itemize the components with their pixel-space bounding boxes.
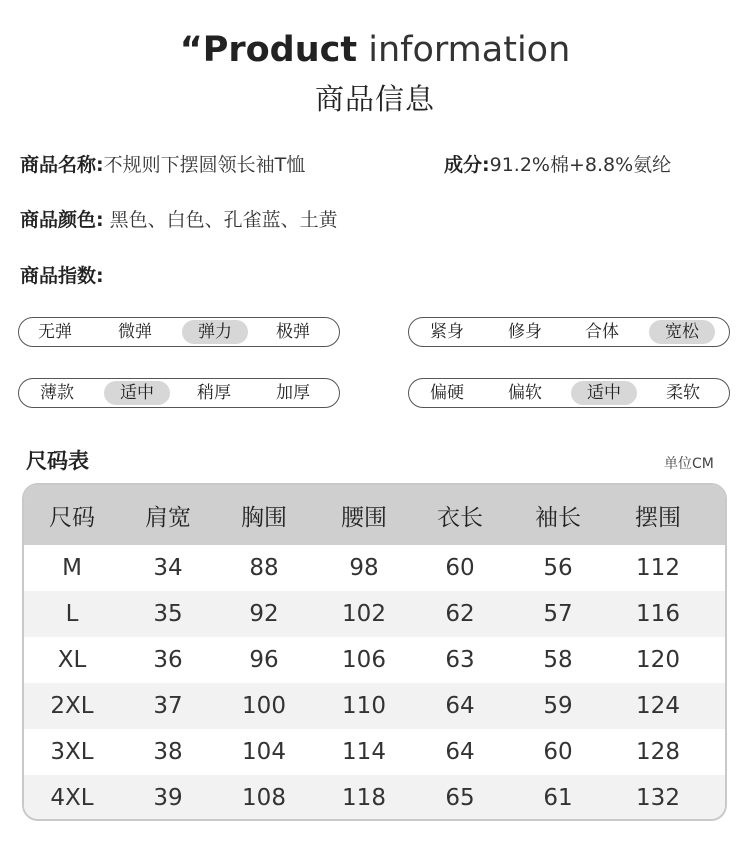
product-name-value: 不规则下摆圆领长袖T恤	[103, 154, 306, 176]
thickness-option: 稍厚	[197, 383, 231, 403]
size-chart-title: 尺码表	[26, 449, 89, 473]
elasticity-option-selected: 弹力	[182, 320, 248, 344]
table-cell: 64	[445, 693, 475, 719]
table-cell: 36	[153, 647, 183, 673]
table-cell: 39	[153, 785, 183, 811]
softness-option: 柔软	[666, 383, 700, 403]
table-row	[24, 545, 725, 591]
column-header: 袖长	[535, 504, 581, 531]
fit-option: 合体	[585, 322, 619, 342]
table-cell: 56	[543, 555, 573, 581]
table-cell: 61	[543, 785, 573, 811]
table-cell: 102	[342, 601, 386, 627]
column-header: 腰围	[341, 504, 387, 531]
table-cell: 62	[445, 601, 475, 627]
thickness-option-selected: 适中	[104, 381, 170, 405]
size-table-header	[24, 485, 725, 545]
table-row	[24, 683, 725, 729]
product-index-label: 商品指数:	[20, 265, 104, 287]
composition-value: 91.2%棉+8.8%氨纶	[489, 154, 672, 176]
thickness-option: 加厚	[276, 383, 310, 403]
table-cell: XL	[57, 647, 87, 673]
table-cell: 112	[636, 555, 680, 581]
thickness-scale	[18, 378, 340, 408]
table-cell: 106	[342, 647, 386, 673]
product-index-row	[20, 262, 104, 290]
fit-scale	[408, 317, 730, 347]
table-cell: 35	[153, 601, 183, 627]
table-cell: 60	[543, 739, 573, 765]
column-header: 尺码	[49, 504, 95, 531]
table-row	[24, 775, 725, 821]
size-chart-unit: 单位CM	[664, 456, 714, 472]
table-cell: 114	[342, 739, 386, 765]
table-cell: 96	[249, 647, 279, 673]
table-cell: 92	[249, 601, 279, 627]
column-header: 衣长	[437, 504, 483, 531]
quote-mark: “	[179, 30, 203, 70]
page-title-chinese: 商品信息	[314, 82, 435, 116]
table-cell: 118	[342, 785, 386, 811]
product-color-label: 商品颜色:	[20, 209, 104, 231]
product-color-row	[20, 206, 338, 234]
table-cell: 59	[543, 693, 573, 719]
size-table	[22, 483, 727, 821]
table-cell: 124	[636, 693, 680, 719]
title-light: information	[357, 30, 571, 70]
table-cell: 2XL	[50, 693, 94, 719]
table-cell: 88	[249, 555, 279, 581]
table-cell: 128	[636, 739, 680, 765]
table-cell: 116	[636, 601, 680, 627]
softness-option: 偏软	[508, 383, 542, 403]
fit-option: 紧身	[430, 322, 464, 342]
table-cell: 3XL	[50, 739, 94, 765]
composition-label: 成分:	[444, 154, 490, 176]
elasticity-scale	[18, 317, 340, 347]
softness-option: 偏硬	[430, 383, 464, 403]
table-cell: 108	[242, 785, 286, 811]
softness-option-selected: 适中	[571, 381, 637, 405]
elasticity-option: 极弹	[276, 322, 310, 342]
product-name-label: 商品名称:	[20, 154, 104, 176]
table-row	[24, 729, 725, 775]
composition-row	[444, 151, 671, 179]
table-cell: L	[65, 601, 79, 627]
table-cell: 37	[153, 693, 183, 719]
table-cell: 63	[445, 647, 475, 673]
page-title-english	[0, 28, 750, 72]
table-cell: 57	[543, 601, 573, 627]
table-cell: 98	[349, 555, 379, 581]
table-cell: 65	[445, 785, 475, 811]
title-bold: Product	[202, 30, 358, 70]
column-header: 肩宽	[145, 504, 191, 531]
table-cell: 34	[153, 555, 183, 581]
table-cell: 120	[636, 647, 680, 673]
table-cell: 100	[242, 693, 286, 719]
table-cell: 104	[242, 739, 286, 765]
softness-scale	[408, 378, 730, 408]
column-header: 胸围	[241, 504, 287, 531]
fit-option: 修身	[508, 322, 542, 342]
table-cell: 64	[445, 739, 475, 765]
column-header: 摆围	[635, 504, 681, 531]
table-cell: M	[62, 555, 82, 581]
table-row	[24, 637, 725, 683]
table-cell: 4XL	[50, 785, 94, 811]
elasticity-option: 微弹	[118, 322, 152, 342]
product-name-row	[20, 151, 305, 179]
table-cell: 58	[543, 647, 573, 673]
table-cell: 132	[636, 785, 680, 811]
product-color-value: 黑色、白色、孔雀蓝、土黄	[103, 209, 338, 231]
table-cell: 38	[153, 739, 183, 765]
thickness-option: 薄款	[40, 383, 74, 403]
table-row	[24, 591, 725, 637]
table-cell: 60	[445, 555, 475, 581]
table-cell: 110	[342, 693, 386, 719]
elasticity-option: 无弹	[38, 322, 72, 342]
fit-option-selected: 宽松	[649, 320, 715, 344]
